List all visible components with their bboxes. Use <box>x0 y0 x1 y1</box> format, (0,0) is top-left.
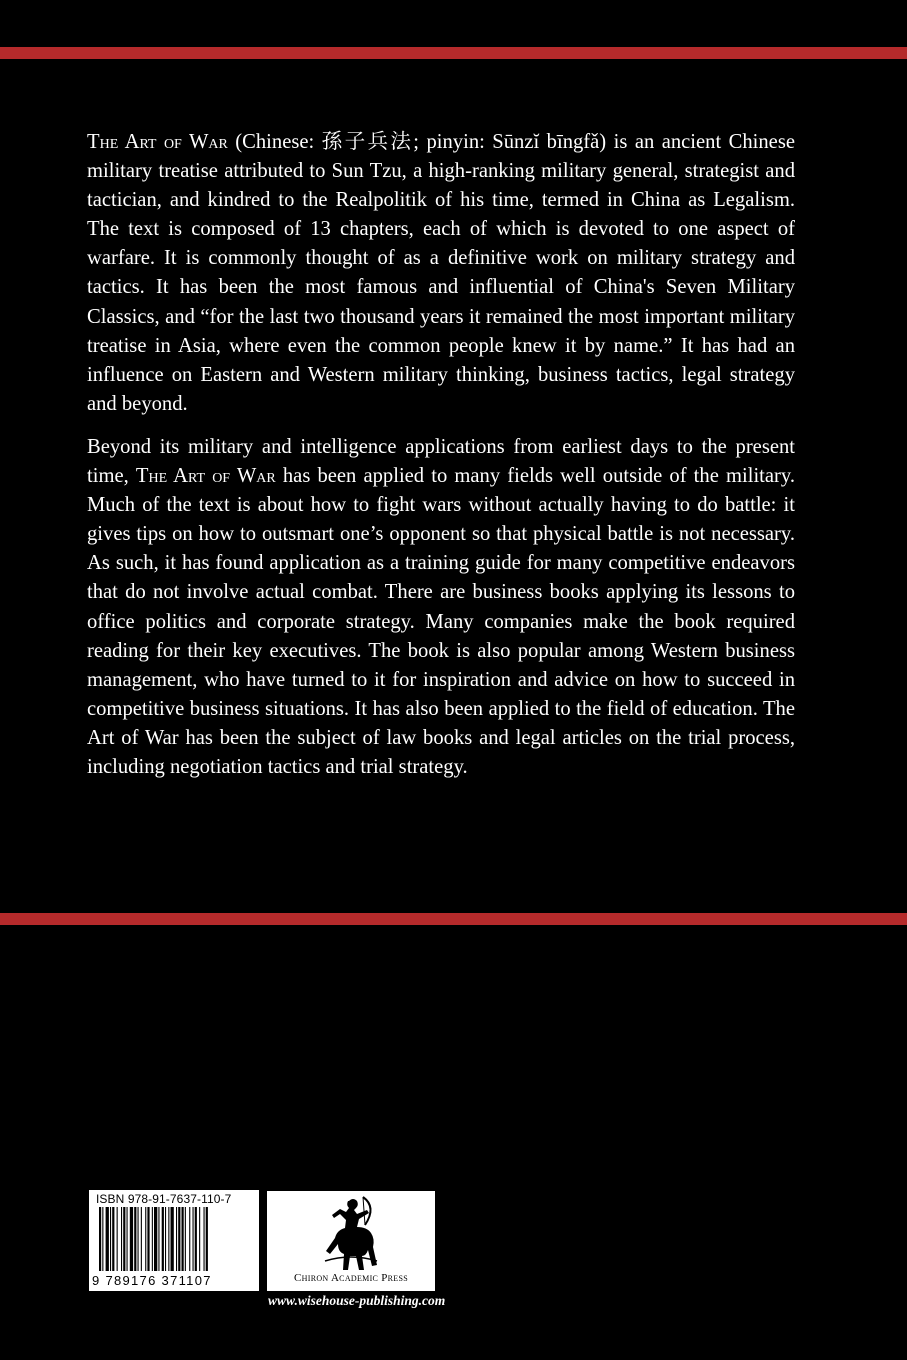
barcode-bar <box>206 1207 208 1271</box>
barcode-bar <box>152 1207 153 1271</box>
barcode-bar <box>158 1207 159 1271</box>
barcode-icon <box>97 1207 251 1271</box>
barcode-bar <box>165 1207 166 1271</box>
barcode-bar <box>171 1207 174 1271</box>
barcode-bar <box>138 1207 139 1271</box>
barcode-bar <box>127 1207 128 1271</box>
barcode-bar <box>110 1207 111 1271</box>
paragraph-2-text: has been applied to many fields well outside of the military. Much of the text is about how to fight wars without actually having to do battle: it gives tips on how to outsmart one’s opponent so that physical battle is not necessary. As such, it has found application as a training guide for many competitive endeavors that do not involve actual combat. There are business books applying its lessons to office politics and corporate strategy. Many companies make the book required reading for their key executives. The book is also popular among Western business management, who have turned to it for inspiration and advice on how to succeed in competitive business situations. It has also been applied to the field of education. The Art of War has been the subject of law books and legal articles on the trial process, including negotiation tactics and trial strategy. <box>87 465 795 778</box>
centaur-logo-icon <box>319 1195 383 1271</box>
top-red-band <box>0 47 907 59</box>
publisher-name: Chiron Academic Press <box>294 1272 408 1284</box>
barcode-bar <box>178 1207 180 1271</box>
back-cover-description <box>87 128 795 782</box>
barcode-bar <box>199 1207 200 1271</box>
barcode-bar <box>102 1207 103 1271</box>
barcode-bar <box>193 1207 194 1271</box>
description-paragraph-1 <box>87 128 795 419</box>
description-paragraph-2 <box>87 433 795 782</box>
isbn-barcode-box <box>89 1190 259 1291</box>
barcode-bar <box>162 1207 164 1271</box>
barcode-bar <box>176 1207 177 1271</box>
barcode-bar <box>195 1207 197 1271</box>
barcode-bar <box>168 1207 169 1271</box>
barcode-bar <box>147 1207 149 1271</box>
barcode-bar <box>130 1207 133 1271</box>
barcode-bar <box>154 1207 157 1271</box>
barcode-bar <box>145 1207 146 1271</box>
paragraph-2-intro: Beyond its military and intelligence applications from earliest days to the present time, <box>87 435 795 488</box>
barcode-bar <box>106 1207 109 1271</box>
barcode-bar <box>123 1207 125 1271</box>
barcode-bar <box>189 1207 190 1271</box>
barcode-bar <box>117 1207 118 1271</box>
bottom-red-band <box>0 913 907 925</box>
barcode-bar <box>185 1207 186 1271</box>
barcode-bar <box>141 1207 142 1271</box>
publisher-website-link[interactable]: www.wisehouse-publishing.com <box>268 1293 446 1308</box>
isbn-label: ISBN 978-91-7637-110-7 <box>96 1192 232 1206</box>
barcode-bar <box>112 1207 114 1271</box>
barcode-bar <box>121 1207 122 1271</box>
barcode-bar <box>182 1207 184 1271</box>
paragraph-1-text: (Chinese: 孫子兵法; pinyin: Sūnzĭ bīngfǎ) is an ancient Chinese military treatise attributed to Sun Tzu, a high-ranking military general, strategist and tactician, and kindred to the Realpolitik of his time, termed in China as Legalism. The text is composed of 13 chapters, each of which is devoted to one aspect of warfare. It is commonly thought of as a definitive work on military strategy and tactics. It has been the most famous and influential of China's Seven Military Classics, and “for the last two thousand years it remained the most important military treatise in Asia, where even the common people knew it by name.” It has had an influence on Eastern and Western military thinking, business tactics, legal strategy and beyond. <box>87 131 795 415</box>
barcode-bar <box>134 1207 136 1271</box>
barcode-bar <box>99 1207 101 1271</box>
barcode-bar <box>204 1207 205 1271</box>
publisher-logo-box <box>267 1191 435 1291</box>
book-title-inline: The Art of War <box>135 465 276 488</box>
ean-digits: 9 789176 371107 <box>92 1273 212 1288</box>
book-title-inline: The Art of War <box>87 131 228 153</box>
